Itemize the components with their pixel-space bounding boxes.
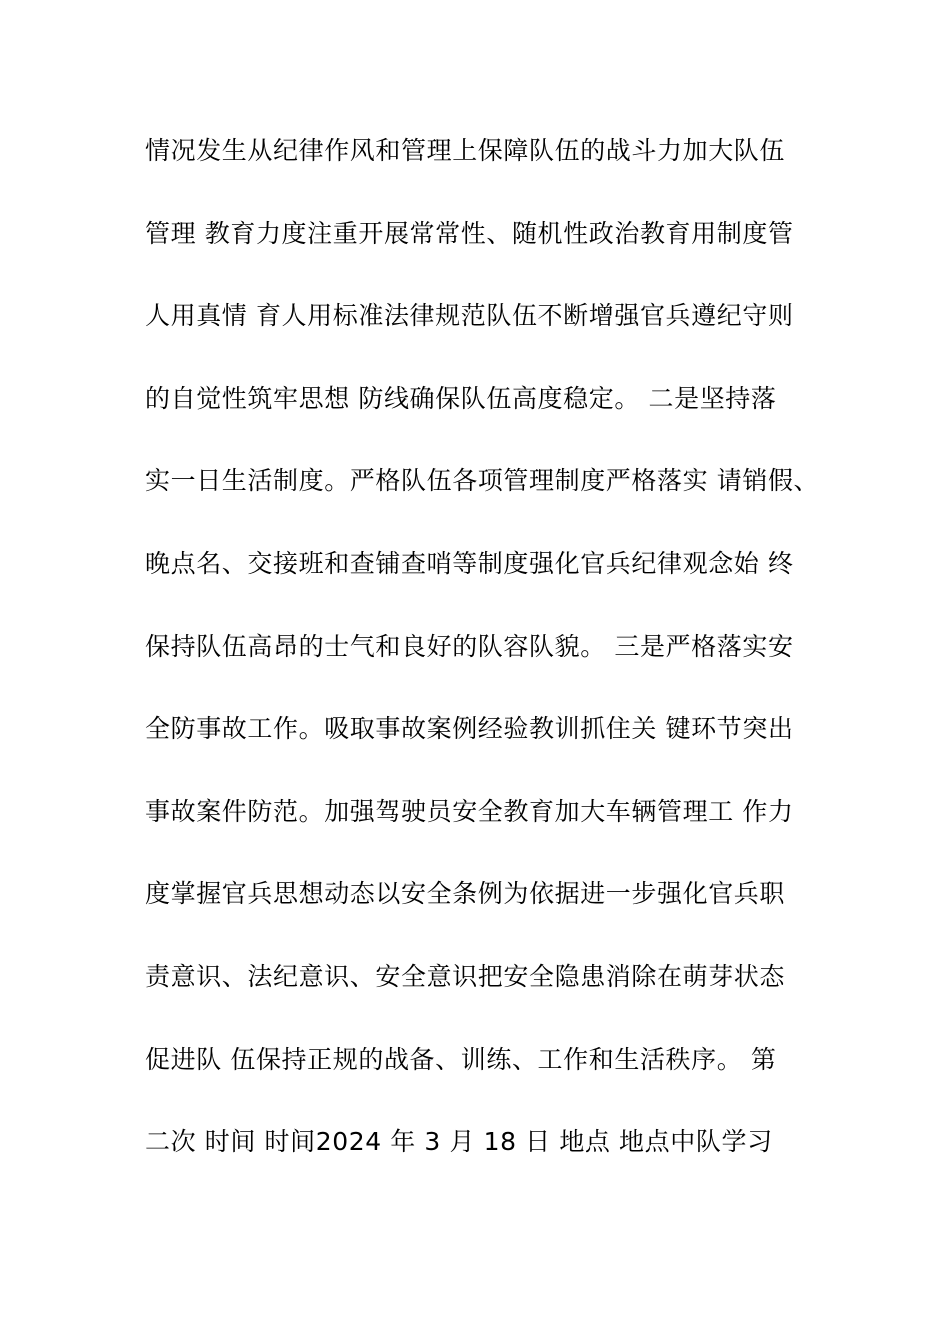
text-line: 责意识、法纪意识、安全意识把安全隐患消除在萌芽状态 xyxy=(145,961,786,991)
text-line: 晚点名、交接班和查铺查哨等制度强化官兵纪律观念始 终 xyxy=(145,548,794,578)
text-line: 度掌握官兵思想动态以安全条例为依据进一步强化官兵职 xyxy=(145,879,786,909)
text-line: 保持队伍高昂的士气和良好的队容队貌。 三是严格落实安 xyxy=(145,631,794,661)
text-line: 管理 教育力度注重开展常常性、随机性政治教育用制度管 xyxy=(145,218,794,248)
text-line: 实一日生活制度。严格队伍各项管理制度严格落实 请销假、 xyxy=(145,466,820,496)
text-line: 人用真情 育人用标准法律规范队伍不断增强官兵遵纪守则 xyxy=(145,301,794,331)
text-line: 情况发生从纪律作风和管理上保障队伍的战斗力加大队伍 xyxy=(145,136,786,165)
text-line: 促进队 伍保持正规的战备、训练、工作和生活秩序。 第 xyxy=(145,1044,777,1074)
text-line: 全防事故工作。吸取事故案例经验教训抓住关 键环节突出 xyxy=(145,714,794,744)
text-line: 的自觉性筑牢思想 防线确保队伍高度稳定。 二是坚持落 xyxy=(145,383,777,413)
text-line: 二次 时间 时间2024 年 3 月 18 日 地点 地点中队学习 xyxy=(145,1127,773,1157)
body-text xyxy=(145,126,845,1200)
text-line: 事故案件防范。加强驾驶员安全教育加大车辆管理工 作力 xyxy=(145,796,794,826)
